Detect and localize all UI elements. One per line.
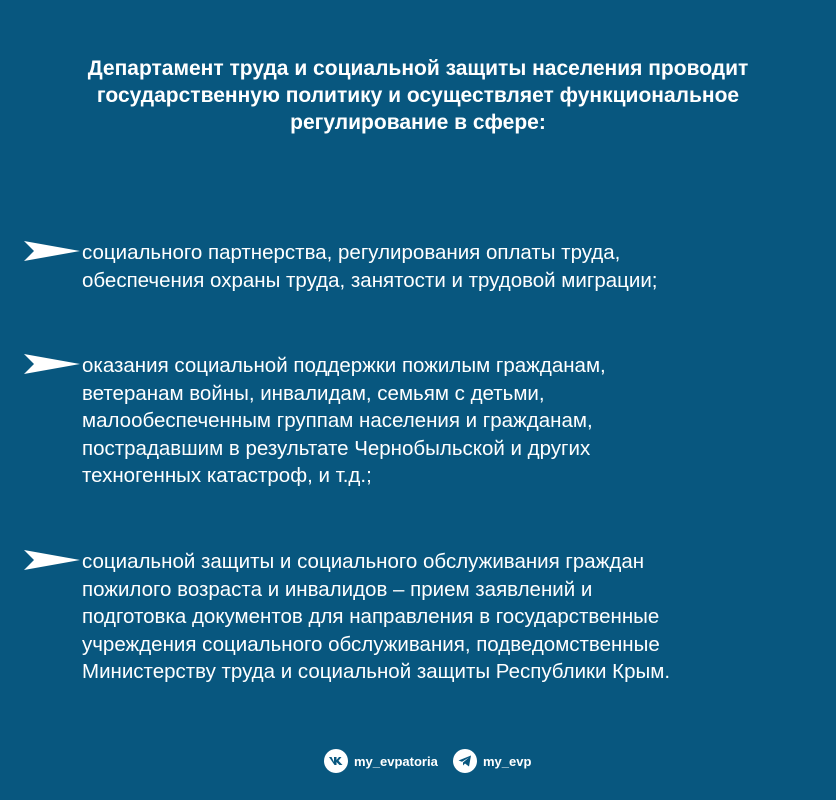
arrow-bullet-icon	[24, 354, 80, 374]
arrow-bullet-icon	[24, 550, 80, 570]
page-title: Департамент труда и социальной защиты населения проводит государственную политику и осуществляет функциональное регулирование в сфере:	[87, 57, 749, 134]
vk-handle: my_evpatoria	[354, 753, 438, 769]
telegram-icon	[453, 749, 477, 773]
telegram-handle: my_evp	[483, 753, 532, 769]
arrow-bullet-icon	[24, 241, 80, 261]
list-item-text: оказания социальной поддержки пожилым гражданам, ветеранам войны, инвалидам, семьям с детьми, малообеспеченным группам населения и гражданам, пострадавшим в результате Чернобыльской и других техногенных катастроф, и т.д.;	[82, 354, 606, 487]
list-item-text: социальной защиты и социального обслуживания граждан пожилого возраста и инвалидов – прием заявлений и подготовка документов для направления в государственные учреждения социального обслуживания, подведомственные Министерству труда и социальной защиты Республики Крым.	[82, 550, 671, 683]
list-item-text: социального партнерства, регулирования оплаты труда, обеспечения охраны труда, занятости и трудовой миграции;	[82, 241, 658, 292]
vk-icon	[324, 749, 348, 773]
telegram-link[interactable]	[453, 747, 531, 775]
vk-link[interactable]	[324, 747, 438, 775]
social-footer	[0, 747, 836, 777]
